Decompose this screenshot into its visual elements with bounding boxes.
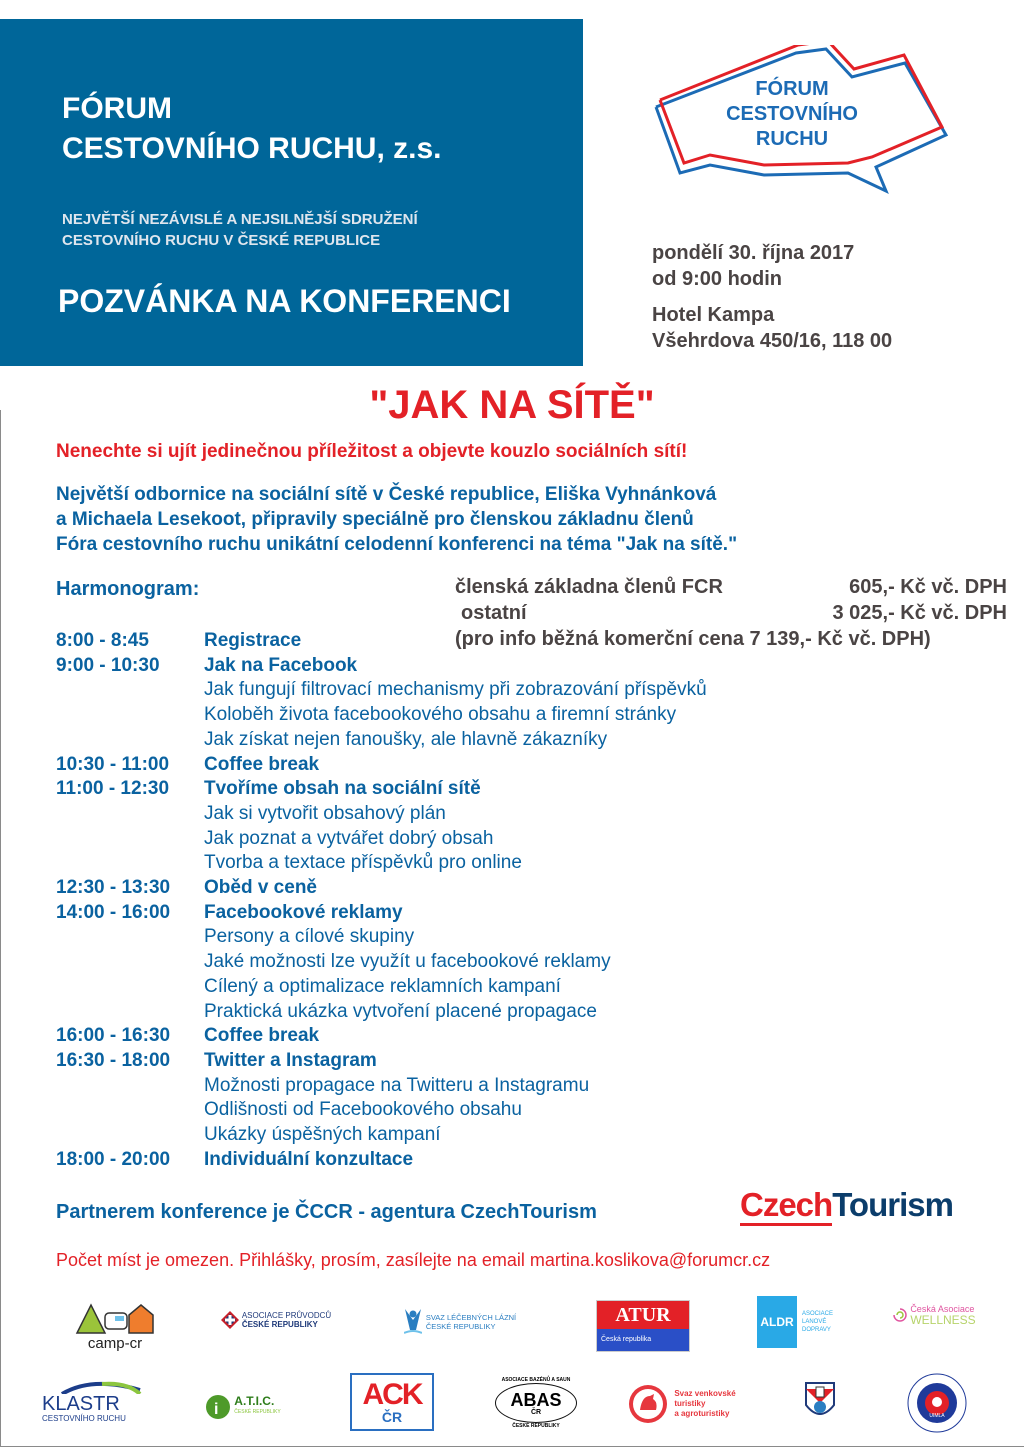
schedule-subitem: Ukázky úspěšných kampaní	[204, 1124, 441, 1146]
price-row-others	[455, 600, 1007, 626]
schedule-title: Coffee break	[204, 1025, 320, 1047]
org-subtitle-line2: CESTOVNÍHO RUCHU V ČESKÉ REPUBLICE	[62, 232, 381, 249]
slcr-text-1: SVAZ LÉČEBNÝCH LÁZNÍ	[425, 1313, 517, 1322]
schedule-time: 16:30 - 18:00	[56, 1049, 171, 1071]
header-banner	[0, 19, 583, 366]
price-label: ostatní	[461, 602, 527, 624]
schedule-time: 14:00 - 16:00	[56, 901, 171, 923]
partner-text: Partnerem konference je ČCCR - agentura CzechTourism	[56, 1201, 597, 1223]
svat-text-3: a agroturistiky	[674, 1409, 730, 1418]
event-time: od 9:00 hodin	[652, 268, 782, 290]
schedule-title: Facebookové reklamy	[204, 901, 403, 923]
apcr-logo	[216, 1305, 336, 1335]
schedule-row	[56, 629, 707, 654]
schedule-subitem: Jaké možnosti lze využít u facebookové reklamy	[204, 951, 611, 973]
svat-logo	[622, 1382, 742, 1426]
atur-logo	[596, 1300, 690, 1352]
schedule-subitem: Jak získat nejen fanoušky, ale hlavně zákazníky	[204, 728, 608, 750]
schedule-subitem: Cílený a optimalizace reklamních kampaní	[204, 975, 561, 997]
ack-subtext: ČR	[381, 1409, 403, 1425]
chefs-association-logo	[800, 1375, 840, 1425]
svat-text-2: turistiky	[674, 1399, 706, 1408]
camp-cr-text: camp-cr	[87, 1334, 143, 1352]
schedule-subitem: Odlišnosti od Facebookového obsahu	[204, 1099, 522, 1121]
wellness-logo	[884, 1300, 984, 1330]
schedule-time: 10:30 - 11:00	[56, 753, 170, 775]
schedule	[56, 629, 707, 1172]
price-label: členská základna členů FCR	[455, 576, 723, 598]
ack-text: ACK	[362, 1378, 422, 1411]
klastr-logo	[42, 1378, 152, 1424]
slcr-text-2: ČESKÉ REPUBLIKY	[425, 1322, 496, 1331]
schedule-time: 16:00 - 16:30	[56, 1025, 171, 1047]
czechtourism-logo-tourism: Tourism	[832, 1186, 953, 1223]
schedule-time: 11:00 - 12:30	[56, 778, 170, 800]
wellness-text-1: Česká Asociace	[910, 1304, 975, 1314]
czechtourism-logo	[740, 1186, 953, 1224]
ald-text-1: ASOCIACE	[802, 1311, 834, 1317]
logo-line2: CESTOVNÍHO	[726, 103, 858, 125]
schedule-row	[56, 753, 707, 778]
schedule-subitem: Tvorba a textace příspěvků pro online	[204, 852, 522, 874]
org-subtitle-line1: NEJVĚTŠÍ NEZÁVISLÉ A NEJSILNĚJŠÍ SDRUŽENÍ	[62, 211, 418, 228]
schedule-row	[56, 876, 707, 901]
apcr-text-1: ASOCIACE PRŮVODCŮ	[241, 1311, 332, 1320]
harmonogram-label: Harmonogram:	[56, 578, 200, 600]
apcr-cross-icon	[221, 1311, 239, 1329]
schedule-row	[56, 1049, 707, 1074]
org-subtitle	[62, 209, 418, 251]
uimla-logo	[900, 1370, 974, 1436]
schedule-subitem: Koloběh života facebookového obsahu a firemní stránky	[204, 704, 677, 726]
ack-logo	[350, 1373, 434, 1431]
org-name-line1: FÓRUM	[62, 92, 172, 125]
intro-line: Fóra cestovního ruchu unikátní celodenní konferenci na téma "Jak na sítě."	[56, 534, 738, 555]
atur-text: ATUR	[597, 1301, 689, 1329]
spa-figure-icon	[404, 1308, 422, 1336]
forum-logo-text	[707, 77, 877, 152]
slcr-logo	[400, 1305, 520, 1339]
klastr-arc-icon	[42, 1380, 142, 1394]
schedule-title: Twitter a Instagram	[204, 1049, 377, 1071]
org-name	[62, 89, 442, 169]
apcr-text-2: ČESKÉ REPUBLIKY	[241, 1320, 318, 1329]
schedule-title: Coffee break	[204, 753, 320, 775]
svat-text-1: Svaz venkovské	[674, 1389, 736, 1398]
logo-line1: FÓRUM	[755, 78, 829, 100]
abas-text: ABAS	[510, 1389, 562, 1410]
logo-line3: RUCHU	[755, 128, 829, 150]
schedule-row	[56, 1148, 707, 1173]
schedule-time: 12:30 - 13:30	[56, 877, 171, 899]
atur-subtext: Česká republika	[597, 1329, 689, 1351]
abas-logo	[492, 1370, 580, 1436]
abas-cr-text: ČR	[530, 1408, 542, 1416]
schedule-row	[56, 654, 707, 679]
schedule-time: 9:00 - 10:30	[56, 654, 160, 676]
svg-text:i: i	[214, 1401, 219, 1418]
contact-text: Počet míst je omezen. Přihlášky, prosím, zasílejte na email martina.koslikova@forumcr.cz	[56, 1250, 771, 1270]
uimla-text: UIMLA	[929, 1413, 945, 1419]
ald-logo	[757, 1296, 847, 1348]
ald-text-3: DOPRAVY	[802, 1327, 831, 1333]
schedule-title: Oběd v ceně	[204, 877, 317, 899]
schedule-row	[56, 901, 707, 926]
price-row-members	[455, 574, 1007, 600]
atic-info-icon	[205, 1394, 231, 1420]
schedule-title: Jak na Facebook	[204, 654, 358, 676]
uimla-badge-icon	[907, 1373, 967, 1433]
event-address: Všehrdova 450/16, 118 00	[652, 330, 893, 352]
intro-text	[56, 482, 737, 557]
schedule-subitem: Persony a cílové skupiny	[204, 926, 415, 948]
schedule-subitem: Jak poznat a vytvářet dobrý obsah	[204, 827, 494, 849]
czechtourism-logo-czech: Czech	[740, 1186, 832, 1226]
ald-mark: ALDR	[757, 1296, 797, 1348]
atic-logo	[198, 1390, 288, 1424]
camp-tent-caravan-house-icon	[75, 1301, 155, 1335]
price-note: (pro info běžná komerční cena 7 139,- Kč vč. DPH)	[455, 628, 931, 650]
schedule-subitem: Jak si vytvořit obsahový plán	[204, 802, 446, 824]
tagline: Nenechte si ujít jedinečnou příležitost a objevte kouzlo sociálních sítí!	[56, 441, 688, 462]
klastr-subtext: CESTOVNÍHO RUCHU	[42, 1413, 126, 1423]
abas-top-text: ASOCIACE BAZÉNŮ A SAUN	[501, 1377, 571, 1383]
schedule-time: 18:00 - 20:00	[56, 1148, 171, 1170]
event-venue: Hotel Kampa	[652, 304, 775, 326]
schedule-row	[56, 777, 707, 802]
intro-line: a Michaela Lesekoot, připravily speciálně pro členskou základnu členů	[56, 509, 694, 530]
schedule-subitem: Praktická ukázka vytvoření placené propagace	[204, 1000, 597, 1022]
schedule-title: Registrace	[204, 630, 302, 651]
chef-crest-icon	[804, 1377, 836, 1423]
schedule-title: Individuální konzultace	[204, 1148, 414, 1170]
rooster-icon	[628, 1384, 668, 1424]
event-info	[652, 240, 892, 354]
atic-subtext: ČESKÉ REPUBLIKY	[234, 1409, 281, 1415]
schedule-subitem: Možnosti propagace na Twitteru a Instagramu	[204, 1074, 590, 1096]
price-value: 3 025,- Kč vč. DPH	[832, 602, 1007, 624]
forum-logo	[650, 45, 950, 205]
ald-text-2: LANOVÉ	[802, 1319, 827, 1325]
schedule-title: Tvoříme obsah na sociální sítě	[204, 778, 481, 800]
invitation-heading: POZVÁNKA NA KONFERENCI	[58, 283, 511, 319]
schedule-row	[56, 1024, 707, 1049]
atic-text: A.T.I.C.	[234, 1394, 275, 1408]
spiral-icon	[892, 1307, 908, 1323]
schedule-subitem: Jak fungují filtrovací mechanismy při zobrazování příspěvků	[204, 679, 707, 701]
frame-line-bottom	[0, 1446, 1024, 1447]
abas-bottom-text: ČESKÉ REPUBLIKY	[512, 1423, 560, 1429]
intro-line: Největší odbornice na sociální sítě v České republice, Eliška Vyhnánková	[56, 484, 717, 505]
schedule-time: 8:00 - 8:45	[56, 630, 149, 651]
camp-cr-logo	[60, 1298, 170, 1354]
wellness-text-2: WELLNESS	[910, 1313, 976, 1327]
price-value: 605,- Kč vč. DPH	[849, 576, 1007, 598]
conference-title: "JAK NA SÍTĚ"	[369, 383, 655, 427]
klastr-text: KLASTR	[42, 1392, 120, 1415]
org-name-line2: CESTOVNÍHO RUCHU, z.s.	[62, 132, 442, 165]
event-date: pondělí 30. října 2017	[652, 242, 855, 264]
frame-line-left	[0, 410, 1, 1447]
